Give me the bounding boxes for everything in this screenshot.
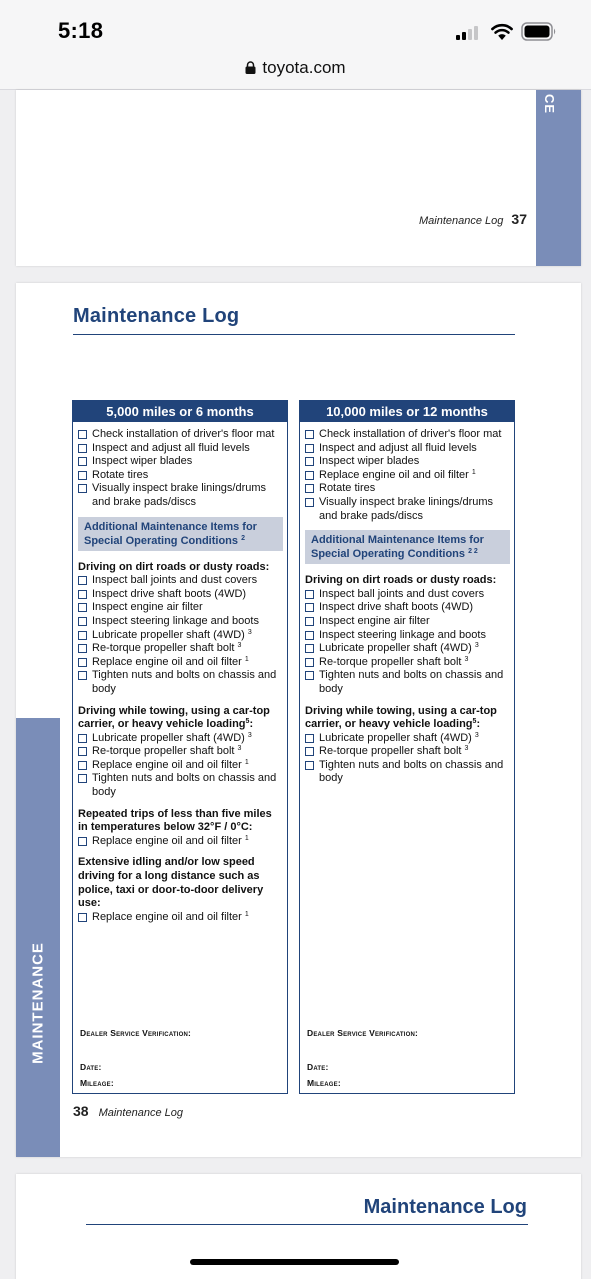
item-text: Inspect steering linkage and boots: [319, 628, 486, 641]
checkbox[interactable]: [78, 631, 87, 640]
checkbox[interactable]: [305, 761, 314, 770]
item-text: Lubricate propeller shaft (4WD): [92, 628, 245, 641]
checkbox[interactable]: [305, 671, 314, 680]
item-text: Rotate tires: [92, 468, 149, 481]
checklist-item[interactable]: [305, 455, 510, 469]
condition-heading: Driving while towing, using a car-top carrier, or heavy vehicle loading$^5$:: [78, 704, 270, 731]
checklist-item[interactable]: [78, 482, 283, 509]
footer-label: Maintenance Log: [98, 1107, 183, 1119]
checklist-item[interactable]: [305, 642, 510, 656]
footnote-ref: 3: [237, 642, 242, 650]
special-conditions-box: [78, 517, 283, 551]
item-text: Tighten nuts and bolts on chassis and body: [92, 669, 277, 695]
item-text: Replace engine oil and oil filter: [319, 468, 469, 481]
footnote-ref: 1: [244, 758, 249, 766]
checkbox[interactable]: [305, 590, 314, 599]
checkbox[interactable]: [305, 658, 314, 667]
section-tab-label: CE: [542, 94, 557, 115]
checklist-item[interactable]: [305, 629, 510, 643]
checklist-item-label: [92, 588, 283, 602]
column-heading: 5,000 miles or 6 months: [73, 401, 287, 422]
checkbox[interactable]: [78, 644, 87, 653]
item-text: Inspect engine air filter: [319, 614, 430, 627]
checkbox[interactable]: [78, 671, 87, 680]
checklist-item[interactable]: [305, 615, 510, 629]
item-text: Tighten nuts and bolts on chassis and body: [92, 772, 277, 799]
page-38: [16, 283, 581, 1157]
checklist-item-label: [319, 629, 510, 643]
item-text: Visually inspect brake linings/drums and brake pads/discs: [92, 482, 267, 508]
checkbox[interactable]: [78, 617, 87, 626]
title-divider: [86, 1224, 528, 1225]
special-conditions-box: [305, 530, 510, 564]
checklist-item[interactable]: [78, 469, 283, 483]
condition-heading: [78, 856, 283, 910]
checkbox[interactable]: [305, 498, 314, 507]
checklist-item[interactable]: [78, 442, 283, 456]
checklist-item-label: [92, 911, 283, 925]
page-number: 37: [511, 211, 527, 227]
checklist-item-label: [92, 601, 283, 615]
checkbox[interactable]: [305, 631, 314, 640]
page-footer: [419, 211, 527, 227]
checkbox[interactable]: [78, 484, 87, 493]
checklist-item[interactable]: [78, 745, 283, 759]
checklist-item-label: [92, 732, 283, 746]
checkbox[interactable]: [305, 644, 314, 653]
section-gap: [78, 800, 283, 807]
checklist-item[interactable]: [78, 911, 283, 925]
item-text: Replace engine oil and oil filter: [92, 655, 242, 668]
checkbox[interactable]: [78, 444, 87, 453]
checkbox[interactable]: [78, 430, 87, 439]
checklist-item-label: [319, 615, 510, 629]
checklist-item[interactable]: [305, 496, 510, 523]
checkbox[interactable]: [305, 734, 314, 743]
checklist-item-label: [319, 745, 510, 759]
checkbox[interactable]: [78, 837, 87, 846]
special-conditions-label: Additional Maintenance Items for Special Operating Conditions: [84, 520, 257, 547]
checklist-item-label: [319, 482, 510, 496]
item-text: Inspect steering linkage and boots: [92, 614, 259, 627]
item-text: Rotate tires: [319, 482, 376, 495]
checkbox[interactable]: [78, 913, 87, 922]
checklist-item[interactable]: [305, 745, 510, 759]
checklist-item[interactable]: [305, 428, 510, 442]
wifi-icon: [490, 21, 514, 41]
checkbox[interactable]: [78, 761, 87, 770]
checklist-item-label: [319, 656, 510, 670]
checklist-item[interactable]: [305, 656, 510, 670]
item-text: Inspect wiper blades: [92, 455, 193, 468]
checklist-item[interactable]: [78, 601, 283, 615]
schedule-column-5000: [72, 400, 288, 1094]
item-text: Re-torque propeller shaft bolt: [92, 642, 235, 655]
condition-heading: [78, 561, 283, 575]
footnote-ref: 2: [241, 534, 245, 542]
item-text: Lubricate propeller shaft (4WD): [319, 731, 472, 744]
checklist-item[interactable]: [305, 588, 510, 602]
checklist-item[interactable]: [78, 772, 283, 799]
condition-heading: Driving while towing, using a car-top carrier, or heavy vehicle loading$^5$:: [305, 704, 497, 731]
item-text: Tighten nuts and bolts on chassis and body: [319, 669, 504, 695]
item-text: Re-torque propeller shaft bolt: [92, 745, 235, 758]
checklist-item[interactable]: [305, 601, 510, 615]
item-text: Inspect drive shaft boots (4WD): [92, 587, 247, 600]
footnote-ref: 3: [247, 628, 252, 636]
checklist-item-label: [92, 469, 283, 483]
checklist-item[interactable]: [78, 656, 283, 670]
dealer-verification-label: Dealer Service Verification:: [80, 1028, 192, 1038]
checkbox[interactable]: [305, 484, 314, 493]
item-text: Inspect ball joints and dust covers: [319, 587, 485, 600]
checklist-item[interactable]: [305, 442, 510, 456]
footnote-ref: 1: [244, 655, 249, 663]
section-tab: [16, 718, 60, 1157]
checkbox[interactable]: [78, 747, 87, 756]
footnote-ref: 1: [244, 834, 249, 842]
checklist-item-label: [92, 642, 283, 656]
condition-heading-text: Driving on dirt roads or dusty roads:: [78, 560, 270, 573]
checklist-item-label: [92, 759, 283, 773]
home-indicator[interactable]: [190, 1259, 399, 1265]
item-text: Inspect and adjust all fluid levels: [319, 441, 477, 454]
lock-icon: [245, 59, 256, 72]
checkbox[interactable]: [78, 658, 87, 667]
dealer-verification-label: Dealer Service Verification:: [307, 1028, 419, 1038]
checklist-item-label: [319, 469, 510, 483]
section-gap: [78, 848, 283, 855]
footnote-ref: 1: [471, 468, 476, 476]
checklist-item[interactable]: [78, 588, 283, 602]
checklist-item[interactable]: [78, 574, 283, 588]
checkbox[interactable]: [78, 590, 87, 599]
page-37: [16, 90, 581, 266]
checkbox[interactable]: [305, 617, 314, 626]
section-gap: [305, 697, 510, 704]
footnote-ref: 2 2: [468, 548, 478, 556]
item-text: Inspect drive shaft boots (4WD): [319, 601, 474, 614]
condition-heading-text: Driving while towing, using a car-top carrier, or heavy vehicle loading: [305, 704, 497, 731]
condition-heading: [78, 808, 283, 835]
checklist-item[interactable]: [78, 759, 283, 773]
page-title: Maintenance Log: [73, 305, 240, 327]
footnote-ref: 5: [472, 718, 477, 726]
item-text: Inspect engine air filter: [92, 601, 203, 614]
checklist-item[interactable]: [78, 669, 283, 696]
item-text: Re-torque propeller shaft bolt: [319, 655, 462, 668]
checklist-item-label: [92, 669, 283, 696]
column-body: [73, 422, 287, 924]
checklist-item[interactable]: [78, 835, 283, 849]
checklist-item-label: [319, 642, 510, 656]
date-label: Date:: [80, 1062, 102, 1072]
condition-heading-text: Driving while towing, using a car-top carrier, or heavy vehicle loading: [78, 704, 270, 731]
checklist-item[interactable]: [305, 759, 510, 786]
checklist-item[interactable]: [305, 669, 510, 696]
checklist-item-label: [92, 455, 283, 469]
page-number: 38: [73, 1103, 89, 1119]
footnote-ref: 1: [244, 910, 249, 918]
item-text: Inspect and adjust all fluid levels: [92, 441, 250, 454]
checklist-item[interactable]: [78, 428, 283, 442]
item-text: Replace engine oil and oil filter: [92, 834, 242, 847]
checklist-item-label: [92, 482, 283, 509]
checkbox[interactable]: [78, 471, 87, 480]
date-label: Date:: [307, 1062, 329, 1072]
section-tab-label: MAINTENANCE: [29, 942, 47, 1064]
checklist-item-label: [92, 428, 283, 442]
item-text: Inspect wiper blades: [319, 455, 420, 468]
checklist-item-label: [319, 588, 510, 602]
footnote-ref: 3: [474, 642, 479, 650]
checklist-item[interactable]: [305, 482, 510, 496]
checklist-item-label: [92, 656, 283, 670]
column-heading: 10,000 miles or 12 months: [300, 401, 514, 422]
checklist-item-label: [92, 772, 283, 799]
status-time: 5:18: [58, 18, 104, 43]
checklist-item-label: [319, 601, 510, 615]
section-tab: [536, 90, 581, 266]
checkbox[interactable]: [78, 576, 87, 585]
page-title: Maintenance Log: [363, 1196, 527, 1218]
checklist-item-label: [319, 428, 510, 442]
item-text: Lubricate propeller shaft (4WD): [92, 731, 245, 744]
footnote-ref: 5: [245, 718, 250, 726]
mileage-label: Mileage:: [80, 1078, 114, 1088]
item-text: Replace engine oil and oil filter: [92, 758, 242, 771]
title-divider: [73, 334, 515, 335]
checkbox[interactable]: [305, 471, 314, 480]
checklist-item-label: [92, 835, 283, 849]
url-text[interactable]: toyota.com: [262, 58, 346, 77]
address-bar[interactable]: [0, 54, 591, 90]
footnote-ref: 3: [237, 745, 242, 753]
condition-heading-text: Extensive idling and/or low speed driving for a long distance such as police, taxi or door-to-door delivery use:: [78, 856, 264, 910]
footnote-ref: 3: [247, 731, 252, 739]
condition-heading-text: Driving on dirt roads or dusty roads:: [305, 574, 497, 587]
checkbox[interactable]: [305, 430, 314, 439]
checkbox[interactable]: [78, 774, 87, 783]
footnote-ref: 3: [474, 731, 479, 739]
footnote-ref: 3: [464, 745, 469, 753]
checklist-item-label: [92, 442, 283, 456]
checkbox[interactable]: [78, 457, 87, 466]
checklist-item-label: [92, 629, 283, 643]
checklist-item-label: [319, 496, 510, 523]
status-bar: [0, 0, 591, 54]
item-text: Re-torque propeller shaft bolt: [319, 745, 462, 758]
checklist-item[interactable]: [78, 732, 283, 746]
condition-heading: [305, 574, 510, 588]
column-body: [300, 422, 514, 786]
item-text: Inspect ball joints and dust covers: [92, 574, 258, 587]
checkbox[interactable]: [305, 747, 314, 756]
schedule-column-10000: [299, 400, 515, 1094]
checkbox[interactable]: [305, 444, 314, 453]
mileage-label: Mileage:: [307, 1078, 341, 1088]
checklist-item-label: [319, 732, 510, 746]
checklist-item[interactable]: [78, 642, 283, 656]
footer-label: Maintenance Log: [419, 215, 504, 227]
section-gap: [78, 697, 283, 704]
checklist-item[interactable]: [305, 469, 510, 483]
checklist-item-label: [319, 442, 510, 456]
checkbox[interactable]: [78, 734, 87, 743]
checklist-item[interactable]: [78, 629, 283, 643]
item-text: Lubricate propeller shaft (4WD): [319, 642, 472, 655]
item-text: Check installation of driver's floor mat: [92, 428, 275, 440]
footnote-ref: 3: [464, 655, 469, 663]
checkbox[interactable]: [305, 457, 314, 466]
checklist-item-label: [92, 574, 283, 588]
checklist-item-label: [92, 745, 283, 759]
checkbox[interactable]: [305, 603, 314, 612]
cellular-signal-icon: [456, 26, 482, 40]
checkbox[interactable]: [78, 603, 87, 612]
condition-heading-text: Repeated trips of less than five miles in temperatures below 32°F / 0°C:: [78, 807, 272, 834]
item-text: Visually inspect brake linings/drums and brake pads/discs: [319, 495, 494, 522]
checklist-item-label: [319, 669, 510, 696]
checklist-item[interactable]: [78, 615, 283, 629]
checklist-item-label: [92, 615, 283, 629]
page-footer: [73, 1103, 183, 1119]
item-text: Replace engine oil and oil filter: [92, 910, 242, 923]
checklist-item-label: [319, 455, 510, 469]
checklist-item-label: [319, 759, 510, 786]
item-text: Tighten nuts and bolts on chassis and body: [319, 758, 504, 785]
battery-icon: [521, 22, 557, 41]
special-conditions-label: Additional Maintenance Items for Special Operating Conditions: [311, 534, 484, 561]
checklist-item[interactable]: [78, 455, 283, 469]
checklist-item[interactable]: [305, 732, 510, 746]
item-text: Check installation of driver's floor mat: [319, 428, 502, 440]
